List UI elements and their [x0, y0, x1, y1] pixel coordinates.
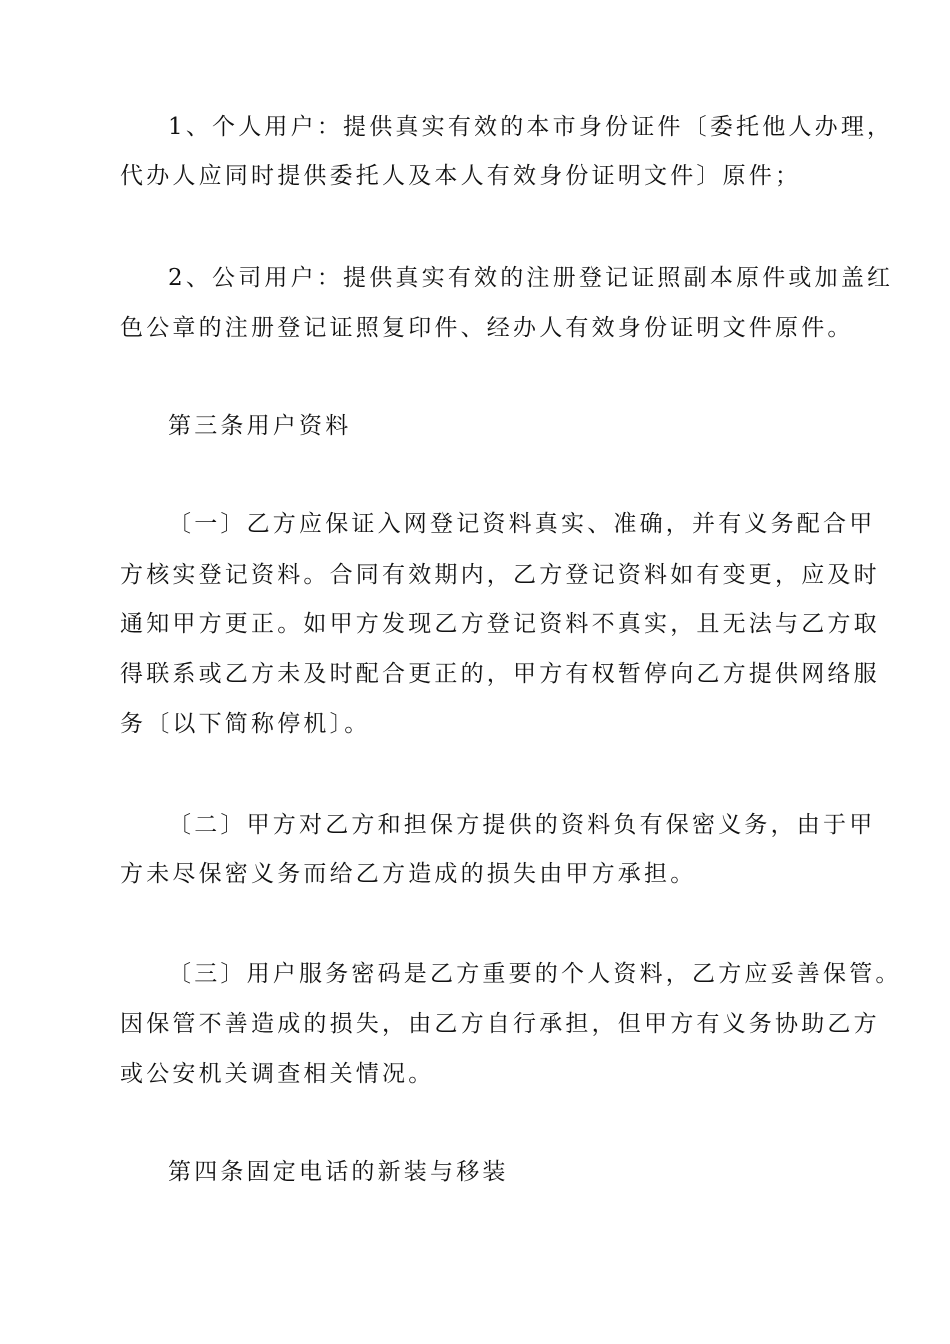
text-line: 方未尽保密义务而给乙方造成的损失由甲方承担。 [120, 861, 697, 887]
text-line: 〔一〕乙方应保证入网登记资料真实、准确，并有义务配合甲 [168, 511, 876, 537]
text-line: 或公安机关调查相关情况。 [120, 1061, 435, 1087]
heading-text: 第四条固定电话的新装与移装 [168, 1159, 509, 1185]
text-line: 因保管不善造成的损失，由乙方自行承担，但甲方有义务协助乙方 [120, 1011, 880, 1037]
text-line: 〔二〕甲方对乙方和担保方提供的资料负有保密义务，由于甲 [168, 812, 876, 838]
text-line: 2、公司用户：提供真实有效的注册登记证照副本原件或加盖红 [168, 265, 894, 291]
text-line: 得联系或乙方未及时配合更正的，甲方有权暂停向乙方提供网络服 [120, 661, 880, 687]
text-line: 务〔以下简称停机〕。 [120, 711, 371, 737]
text-line: 方核实登记资料。合同有效期内，乙方登记资料如有变更，应及时 [120, 562, 880, 588]
text-line: 1、个人用户：提供真实有效的本市身份证件〔委托他人办理， [168, 114, 894, 140]
text-line: 〔三〕用户服务密码是乙方重要的个人资料，乙方应妥善保管。 [168, 961, 902, 987]
heading-text: 第三条用户资料 [168, 413, 352, 439]
text-line: 色公章的注册登记证照复印件、经办人有效身份证明文件原件。 [120, 315, 854, 341]
text-line: 代办人应同时提供委托人及本人有效身份证明文件〕原件； [120, 163, 802, 189]
text-line: 通知甲方更正。如甲方发现乙方登记资料不真实，且无法与乙方取 [120, 611, 880, 637]
